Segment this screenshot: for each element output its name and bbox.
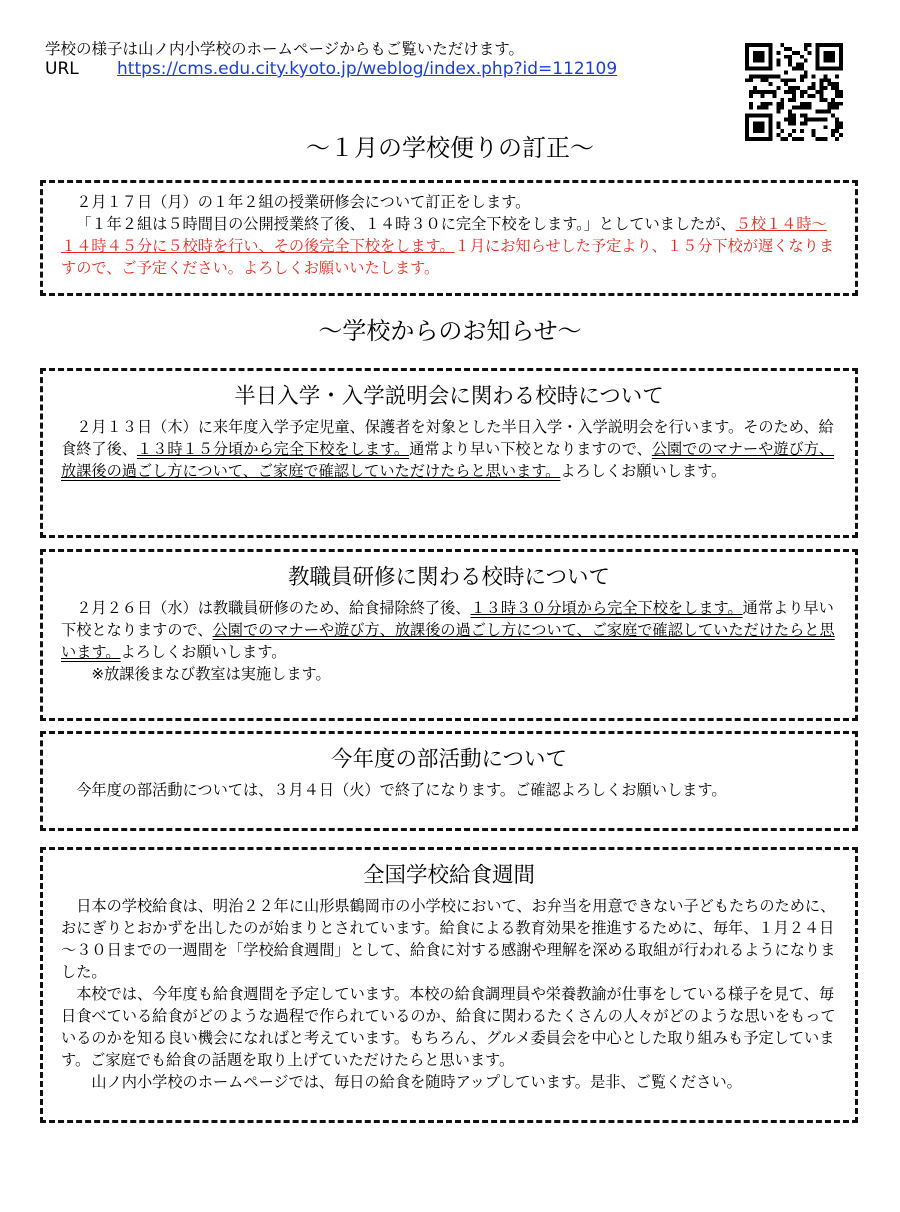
halfday-dismissal-time: １３時１５分頃から完全下校をします。 xyxy=(136,440,410,458)
lunch-title: 全国学校給食週間 xyxy=(362,863,535,888)
halfday-text-1: ２月１３日（木）に来年度入学予定児童、保護者を対象とした半日入学・入学説明会を行います。そのため、給食終了後、 xyxy=(61,418,834,458)
training-body xyxy=(61,597,837,663)
correction-body xyxy=(61,213,837,279)
training-note: ※放課後まなび教室は実施します。 xyxy=(91,665,331,683)
training-title: 教職員研修に関わる校時について xyxy=(287,565,611,590)
club-notice-box xyxy=(40,731,858,831)
halfday-text-3: よろしくお願いします。 xyxy=(560,462,727,480)
correction-old-text: 「１年２組は５時間目の公開授業終了後、１４時３０に完全下校をします。」としていましたが、 xyxy=(76,215,736,233)
correction-intro: ２月１７日（月）の１年２組の授業研修会について訂正をします。 xyxy=(76,193,531,211)
training-text-3: よろしくお願いします。 xyxy=(120,643,287,661)
lunch-week-box xyxy=(40,847,858,1123)
notices-heading: ～学校からのお知らせ～ xyxy=(318,317,582,345)
school-website-link[interactable]: https://cms.edu.city.kyoto.jp/weblog/index.php?id=112109 xyxy=(117,59,618,79)
intro-text: 学校の様子は山ノ内小学校のホームページからもご覧いただけます。 xyxy=(45,40,524,58)
correction-box xyxy=(40,180,858,296)
club-title: 今年度の部活動について xyxy=(330,747,568,772)
url-label: URL xyxy=(45,59,79,79)
training-dismissal-time: １３時３０分頃から完全下校をします。 xyxy=(470,599,743,617)
halfday-title: 半日入学・入学説明会に関わる校時について xyxy=(234,384,664,409)
training-notice-box xyxy=(40,549,858,721)
training-text-1: ２月２６日（水）は教職員研修のため、給食掃除終了後、 xyxy=(76,599,471,617)
lunch-paragraph-2: 本校では、今年度も給食週間を予定しています。本校の給食調理員や栄養教諭が仕事をしている様子を見て、毎日食べている給食がどのような過程で作られているのか、給食に関わるたくさんの人々がどのような思いをもっているのかを知る良い機会になればと考えています。もちろん、グルメ委員会を中心とした取り組みも予定しています。ご家庭でも給食の話題を取り上げていただけたらと思います。 xyxy=(61,985,836,1069)
club-body: 今年度の部活動については、３月４日（火）で終了になります。ご確認よろしくお願いします。 xyxy=(76,781,727,799)
qr-code-icon xyxy=(745,43,843,141)
url-row xyxy=(45,59,617,79)
correction-heading: ～１月の学校便りの訂正～ xyxy=(306,134,594,162)
training-request: 公園でのマナーや遊び方、放課後の過ごし方について、ご家庭で確認していただけたらと思います。 xyxy=(61,621,835,661)
halfday-notice-box xyxy=(40,368,858,538)
halfday-request: 公園でのマナーや遊び方、放課後の過ごし方について、ご家庭で確認していただけたらと思います。 xyxy=(61,440,835,480)
correction-note: １月にお知らせした予定より、１５分下校が遅くなりますので、ご予定ください。よろしくお願いいたします。 xyxy=(61,237,834,277)
halfday-text-2: 通常より早い下校となりますので、 xyxy=(409,440,652,458)
halfday-body xyxy=(61,416,837,482)
correction-new-schedule: ５校１４時～１４時４５分に５校時を行い、その後完全下校をします。 xyxy=(61,215,827,255)
lunch-paragraph-3: 山ノ内小学校のホームページでは、毎日の給食を随時アップしています。是非、ご覧ください。 xyxy=(91,1073,742,1091)
training-text-2: 通常より早い下校となりますので、 xyxy=(61,599,834,639)
lunch-paragraph-1: 日本の学校給食は、明治２２年に山形県鶴岡市の小学校において、お弁当を用意できない子どもたちのために、おにぎりとおかずを出したのが始まりとされています。給食による教育効果を推進するために、毎年、１月２４日～３０日までの一週間を「学校給食週間」として、給食に対する感謝や理解を深める取組が行われるようになりました。 xyxy=(61,897,836,981)
